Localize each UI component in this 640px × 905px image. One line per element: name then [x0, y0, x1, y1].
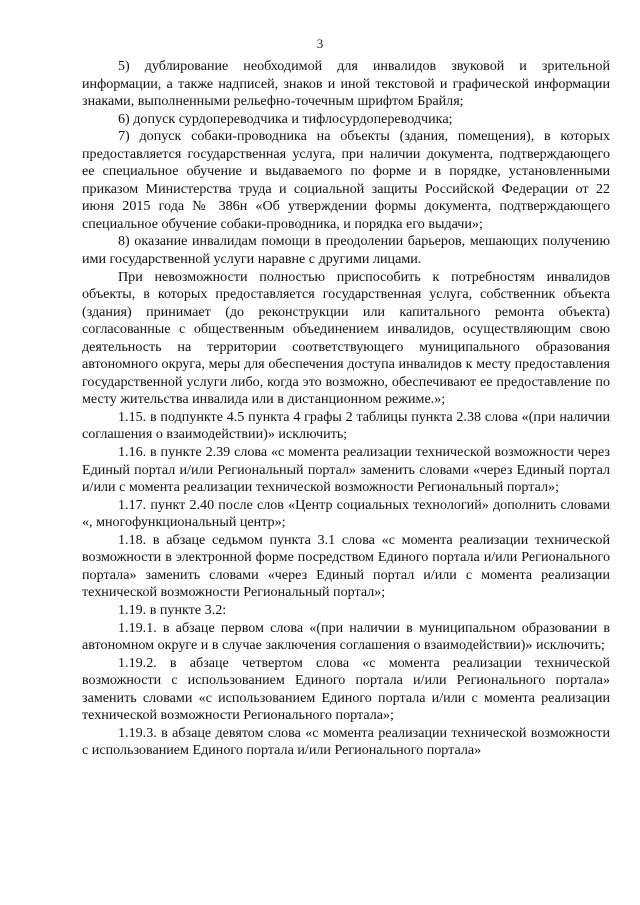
page-number: 3	[316, 36, 324, 51]
paragraph-1-17: 1.17. пункт 2.40 после слов «Центр социальных технологий» дополнить словами «, многофункциональный центр»;	[82, 496, 610, 531]
paragraph-1-18: 1.18. в абзаце седьмом пункта 3.1 слова «с момента реализации технической возможности в электронной форме посредством Единого портала и/или Регионального портала» заменить словами «через Единый портал и/или с момента реализации технической возможности Региональный портал»;	[82, 531, 610, 601]
paragraph-1-15: 1.15. в подпункте 4.5 пункта 4 графы 2 таблицы пункта 2.38 слова «(при наличии соглашения о взаимодействии)» исключить;	[82, 408, 610, 443]
paragraph-item-6: 6) допуск сурдопереводчика и тифлосурдопереводчика;	[118, 110, 453, 127]
paragraph-accessibility-measures: При невозможности полностью приспособить к потребностям инвалидов объекты, в которых предоставляется государственная услуга, собственник объекта (здания) принимает (до реконструкции или капитального ремонта объекта) согласованные с общественным объединением инвалидов, осуществляющим свою деятельность на территории соответствующего муниципального образования автономного округа, меры для обеспечения доступа инвалидов к месту предоставления государственной услуги либо, когда это возможно, обеспечивают ее предоставление по месту жительства инвалида или в дистанционном режиме.»;	[82, 268, 610, 408]
paragraph-item-7: 7) допуск собаки-проводника на объекты (здания, помещения), в которых предоставляется государственная услуга, при наличии документа, подтверждающего ее специальное обучение и выдаваемого по форме и в порядке, установленными приказом Министерства труда и социальной защиты Российской Федерации от 22 июня 2015 года № 386н «Об утверждении формы документа, подтверждающего специальное обучение собаки-проводника, и порядка его выдачи»;	[82, 128, 610, 232]
paragraph-1-19-2: 1.19.2. в абзаце четвертом слова «с момента реализации технической возможности с использованием Единого портала и/или Регионального портала» заменить словами «с использованием Единого портала и/или с момента реализации технической возможности Регионального портала»;	[82, 654, 610, 724]
paragraph-1-19-3: 1.19.3. в абзаце девятом слова «с момента реализации технической возможности с использованием Единого портала и/или Регионального портала»	[82, 724, 610, 759]
document-body	[82, 58, 610, 760]
paragraph-item-5: 5) дублирование необходимой для инвалидов звуковой и зрительной информации, а также надписей, знаков и иной текстовой и графической информации знаками, выполненными рельефно-точечным шрифтом Брайля;	[82, 58, 610, 110]
paragraph-1-19: 1.19. в пункте 3.2:	[118, 601, 227, 618]
paragraph-1-19-1: 1.19.1. в абзаце первом слова «(при наличии в муниципальном образовании в автономном округе и в случае заключения соглашения о взаимодействии)» исключить;	[82, 619, 610, 654]
paragraph-item-8: 8) оказание инвалидам помощи в преодолении барьеров, мешающих получению ими государственной услуги наравне с другими лицами.	[82, 233, 610, 268]
paragraph-1-16: 1.16. в пункте 2.39 слова «с момента реализации технической возможности через Единый портал и/или Региональный портал» заменить словами «через Единый портал и/или с момента реализации технической возможности Региональный портал»;	[82, 444, 610, 496]
